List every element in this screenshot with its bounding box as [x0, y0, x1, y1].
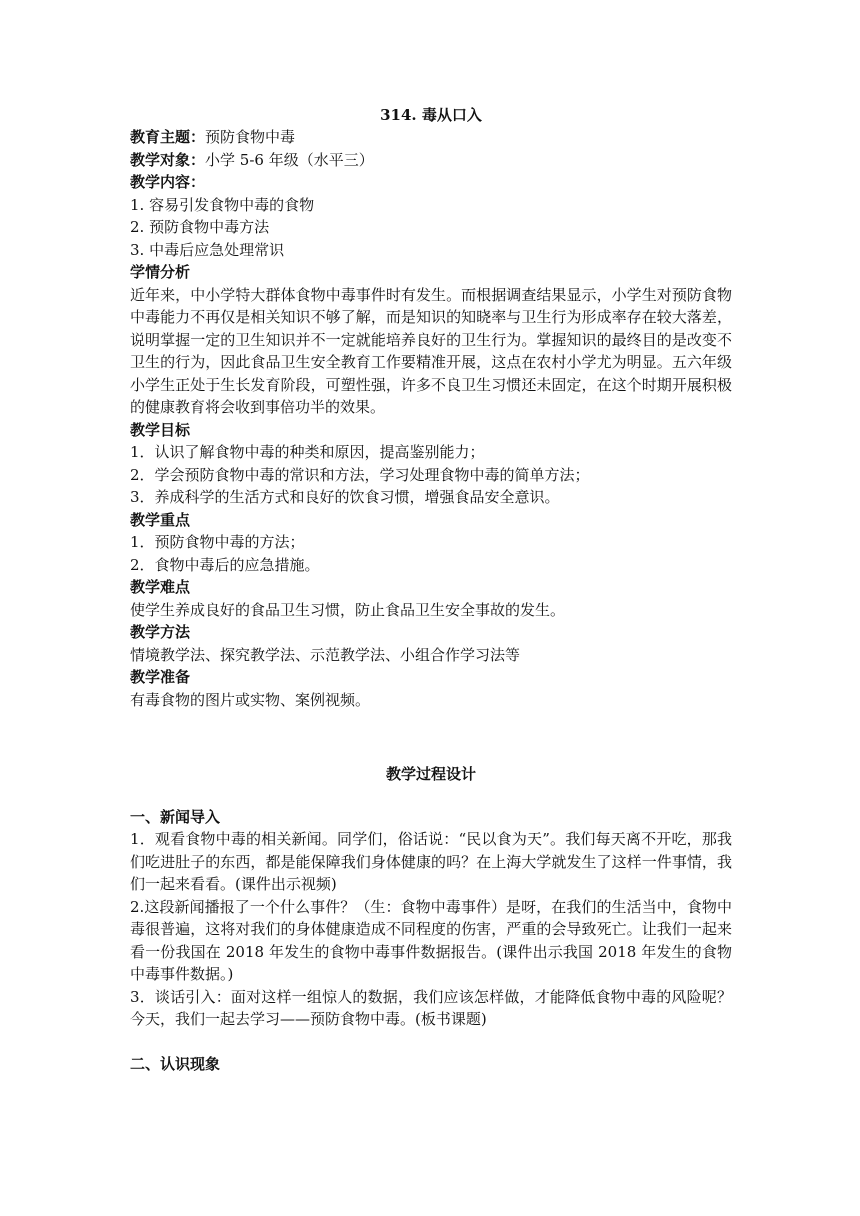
theme-line: [130, 126, 732, 149]
goals-heading: 教学目标: [130, 420, 191, 439]
methods-heading: 教学方法: [130, 623, 191, 641]
key-point-item: 1．预防食物中毒的方法；: [130, 533, 305, 551]
methods-text: 情境教学法、探究教学法、示范教学法、小组合作学习法等: [130, 645, 521, 664]
preparation-text: 有毒食物的图片或实物、案例视频。: [130, 690, 371, 709]
content-item: 3. 中毒后应急处理常识: [130, 240, 285, 259]
content-item: 1. 容易引发食物中毒的食物: [130, 195, 315, 214]
analysis-heading: 学情分析: [130, 263, 191, 281]
goal-item: 3．养成科学的生活方式和良好的饮食习惯，增强食品安全意识。: [130, 488, 560, 506]
spacer: [130, 711, 732, 763]
theme-value: 预防食物中毒: [205, 128, 296, 146]
process-title: 教学过程设计: [385, 765, 476, 783]
target-line: [130, 149, 732, 172]
section1-paragraph: 3．谈话引入：面对这样一组惊人的数据，我们应该怎样做，才能降低食物中毒的风险呢？今天，我们一起去学习——预防食物中毒。(板书课题): [130, 987, 732, 1028]
target-label: 教学对象：: [130, 150, 206, 169]
document-title: 314. 毒从口入: [380, 106, 482, 124]
section1-paragraph: 1．观看食物中毒的相关新闻。同学们，俗话说：“民以食为天”。我们每天离不开吃，那我们吃进肚子的东西，都是能保障我们身体健康的吗？在上海大学就发生了这样一件事情，我们一起来看看。(课件出示视频): [130, 830, 732, 893]
content-label: 教学内容：: [130, 173, 206, 191]
difficulty-text: 使学生养成良好的食品卫生习惯，防止食品卫生安全事故的发生。: [130, 600, 566, 619]
analysis-text: 近年来，中小学特大群体食物中毒事件时有发生。而根据调查结果显示，小学生对预防食物中毒能力不再仅是相关知识不够了解，而是知识的知晓率与卫生行为形成率存在较大落差，说明掌握一定的卫生知识并不一定就能培养良好的卫生行为。掌握知识的最终目的是改变不卫生的行为，因此食品卫生安全教育工作要精准开展，这点在农村小学尤为明显。五六年级小学生正处于生长发育阶段，可塑性强，许多不良卫生习惯还未固定，在这个时期开展积极的健康教育将会收到事倍功半的效果。: [130, 285, 732, 416]
document-page: [130, 104, 732, 1075]
spacer: [130, 1031, 732, 1053]
difficulty-heading: 教学难点: [130, 578, 191, 596]
goal-item: 2．学会预防食物中毒的常识和方法，学习处理食物中毒的简单方法；: [130, 465, 590, 484]
goal-item: 1．认识了解食物中毒的种类和原因，提高鉴别能力；: [130, 443, 485, 461]
section2-heading: 二、认识现象: [130, 1054, 221, 1073]
section1-heading: 一、新闻导入: [130, 807, 221, 826]
theme-label: 教育主题：: [130, 128, 206, 146]
key-points-heading: 教学重点: [130, 510, 191, 529]
section1-paragraph: 2.这段新闻播报了一个什么事件？（生：食物中毒事件）是呀，在我们的生活当中，食物中毒很普遍，这将对我们的身体健康造成不同程度的伤害，严重的会导致死亡。让我们一起来看一份我国在 2018 年发生的食物中毒事件数据报告。(课件出示我国 2018 年发生的食物中毒事件数据。): [130, 897, 732, 983]
content-item: 2. 预防食物中毒方法: [130, 218, 270, 236]
spacer: [130, 786, 732, 806]
target-value: 小学 5-6 年级（水平三）: [205, 150, 374, 169]
preparation-heading: 教学准备: [130, 668, 191, 686]
key-point-item: 2．食物中毒后的应急措施。: [130, 555, 320, 574]
